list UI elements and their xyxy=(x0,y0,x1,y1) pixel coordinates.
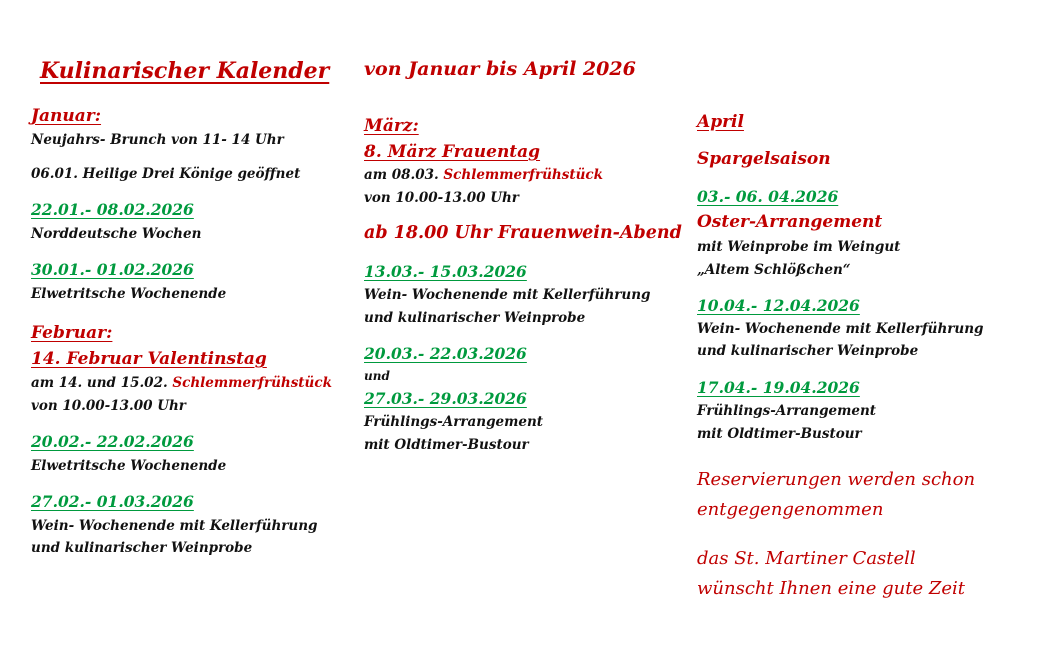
event-time-frauentag: von 10.00-13.00 Uhr xyxy=(364,190,519,206)
event-date-oster: 03.- 06. 04.2026 xyxy=(697,187,839,206)
event-desc-fruehling-apr-b: mit Oldtimer-Bustour xyxy=(697,426,862,442)
month-heading-april: April xyxy=(697,112,744,132)
event-desc-weinwochenende-mar-a: Wein- Wochenende mit Kellerführung xyxy=(364,287,651,303)
event-date-fruehling-apr: 17.04.- 19.04.2026 xyxy=(697,378,860,397)
month-heading-januar: Januar: xyxy=(31,106,102,126)
event-desc-fruehling-mar-b: mit Oldtimer-Bustour xyxy=(364,437,529,453)
event-date-weinwochenende-feb: 27.02.- 01.03.2026 xyxy=(31,492,194,511)
event-desc-frauentag xyxy=(364,167,603,183)
event-desc-oster-b: „Altem Schlößchen“ xyxy=(697,262,851,278)
event-frauenwein-abend: ab 18.00 Uhr Frauenwein-Abend xyxy=(364,223,682,243)
frauentag-schlemmer: Schlemmerfrühstück xyxy=(443,167,603,183)
event-desc-norddeutsche: Norddeutsche Wochen xyxy=(31,226,202,242)
event-frauentag: 8. März Frauentag xyxy=(364,142,541,162)
greeting-b: wünscht Ihnen eine gute Zeit xyxy=(697,578,965,599)
event-valentinstag: 14. Februar Valentinstag xyxy=(31,349,267,369)
reservation-note-a: Reservierungen werden schon xyxy=(697,469,976,490)
event-desc-elwetritsche-feb: Elwetritsche Wochenende xyxy=(31,458,227,474)
event-und: und xyxy=(364,369,390,383)
event-desc-valentinstag xyxy=(31,375,332,391)
event-desc-weinwochenende-feb-a: Wein- Wochenende mit Kellerführung xyxy=(31,518,318,534)
event-heilige-drei-koenige: 06.01. Heilige Drei Könige geöffnet xyxy=(31,166,301,182)
event-oster-arrangement: Oster-Arrangement xyxy=(697,212,883,232)
reservation-note-b: entgegengenommen xyxy=(697,499,884,520)
valentin-dates: am 14. und 15.02. xyxy=(31,375,173,391)
event-desc-weinwochenende-feb-b: und kulinarischer Weinprobe xyxy=(31,540,253,556)
event-desc-fruehling-apr-a: Frühlings-Arrangement xyxy=(697,403,877,419)
greeting-a: das St. Martiner Castell xyxy=(697,548,916,569)
event-desc-weinwochenende-apr-a: Wein- Wochenende mit Kellerführung xyxy=(697,321,984,337)
event-date-weinwochenende-mar: 13.03.- 15.03.2026 xyxy=(364,262,527,281)
event-desc-weinwochenende-mar-b: und kulinarischer Weinprobe xyxy=(364,310,586,326)
event-desc-weinwochenende-apr-b: und kulinarischer Weinprobe xyxy=(697,343,919,359)
month-heading-februar: Februar: xyxy=(31,323,113,343)
event-date-weinwochenende-apr: 10.04.- 12.04.2026 xyxy=(697,296,860,315)
event-time-valentinstag: von 10.00-13.00 Uhr xyxy=(31,398,186,414)
page-title: Kulinarischer Kalender xyxy=(40,58,330,84)
event-date-fruehling-mar-2: 27.03.- 29.03.2026 xyxy=(364,389,527,408)
event-desc-elwetritsche-jan: Elwetritsche Wochenende xyxy=(31,286,227,302)
event-spargelsaison: Spargelsaison xyxy=(697,149,831,169)
month-heading-maerz: März: xyxy=(364,116,419,136)
event-date-norddeutsche: 22.01.- 08.02.2026 xyxy=(31,200,194,219)
event-desc-fruehling-mar-a: Frühlings-Arrangement xyxy=(364,414,544,430)
event-desc-oster-a: mit Weinprobe im Weingut xyxy=(697,239,901,255)
event-date-elwetritsche-feb: 20.02.- 22.02.2026 xyxy=(31,432,194,451)
event-date-fruehling-mar-1: 20.03.- 22.03.2026 xyxy=(364,344,527,363)
page-subtitle: von Januar bis April 2026 xyxy=(364,58,636,80)
frauentag-date: am 08.03. xyxy=(364,167,444,183)
valentin-schlemmer: Schlemmerfrühstück xyxy=(172,375,332,391)
event-date-elwetritsche-jan: 30.01.- 01.02.2026 xyxy=(31,260,194,279)
event-neujahrs-brunch: Neujahrs- Brunch von 11- 14 Uhr xyxy=(31,132,284,148)
